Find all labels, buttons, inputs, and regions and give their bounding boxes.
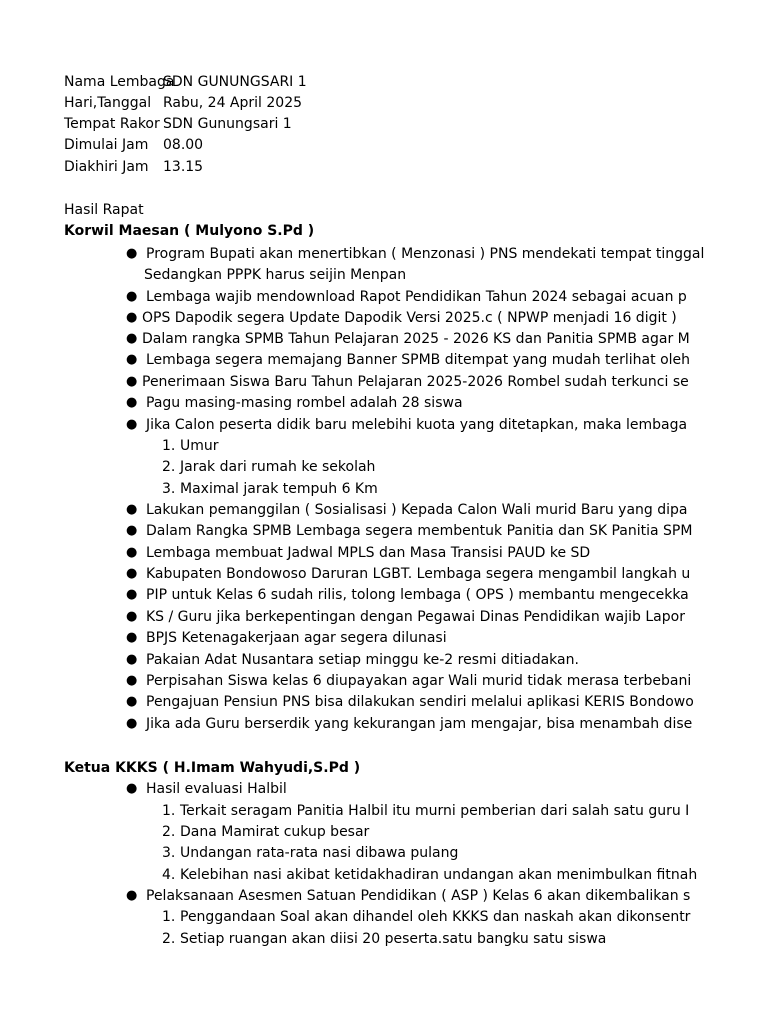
sub-item-number: 1.	[162, 803, 176, 819]
kkks-heading: Ketua KKKS ( H.Imam Wahyudi,S.Pd )	[64, 760, 361, 776]
bullet-icon: ●	[126, 374, 138, 389]
list-item-text: Kabupaten Bondowoso Daruran LGBT. Lembaga segera mengambil langkah u	[146, 566, 691, 582]
sub-item-number: 2.	[162, 824, 176, 840]
list-item-text: Pengajuan Pensiun PNS bisa dilakukan sendiri melalui aplikasi KERIS Bondowo	[146, 694, 694, 710]
bullet-icon: ●	[126, 545, 138, 560]
sub-item-number: 1.	[162, 909, 176, 925]
list-item-text: PIP untuk Kelas 6 sudah rilis, tolong lembaga ( OPS ) membantu mengecekka	[146, 587, 689, 603]
meta-value-tempat-rakor: SDN Gunungsari 1	[163, 116, 292, 132]
list-item-text: Pakaian Adat Nusantara setiap minggu ke-2 resmi ditiadakan.	[146, 652, 579, 668]
hasil-rapat-title: Hasil Rapat	[64, 202, 144, 218]
bullet-icon: ●	[126, 716, 138, 731]
korwil-heading: Korwil Maesan ( Mulyono S.Pd )	[64, 223, 315, 239]
list-item-text: Program Bupati akan menertibkan ( Menzonasi ) PNS mendekati tempat tinggal	[146, 246, 705, 262]
bullet-icon: ●	[126, 888, 138, 903]
bullet-icon: ●	[126, 523, 138, 538]
sub-item-text: Jarak dari rumah ke sekolah	[180, 459, 376, 475]
sub-item-text: Maximal jarak tempuh 6 Km	[180, 481, 378, 497]
bullet-icon: ●	[126, 609, 138, 624]
meta-label-dimulai-jam: Dimulai Jam	[64, 137, 149, 153]
sub-item-number: 4.	[162, 867, 176, 883]
list-item-text: BPJS Ketenagakerjaan agar segera dilunasi	[146, 630, 447, 646]
meta-value-hari-tanggal: Rabu, 24 April 2025	[163, 95, 303, 111]
bullet-icon: ●	[126, 310, 138, 325]
bullet-icon: ●	[126, 246, 138, 261]
sub-item-number: 1.	[162, 438, 176, 454]
bullet-icon: ●	[126, 652, 138, 667]
list-item-text: Dalam rangka SPMB Tahun Pelajaran 2025 - 2026 KS dan Panitia SPMB agar M	[142, 331, 690, 347]
sub-item-text: Undangan rata-rata nasi dibawa pulang	[180, 845, 459, 861]
sub-item-text: Dana Mamirat cukup besar	[180, 824, 370, 840]
bullet-icon: ●	[126, 331, 138, 346]
sub-item-number: 2.	[162, 931, 176, 947]
bullet-icon: ●	[126, 417, 138, 432]
sub-item-number: 2.	[162, 459, 176, 475]
meta-value-diakhiri-jam: 13.15	[163, 159, 204, 175]
list-item-text: Pagu masing-masing rombel adalah 28 siswa	[146, 395, 463, 411]
list-item-continuation: Sedangkan PPPK harus seijin Menpan	[144, 267, 407, 283]
sub-item-number: 3.	[162, 845, 176, 861]
meta-label-nama-lembaga: Nama Lembaga	[64, 74, 175, 90]
bullet-icon: ●	[126, 502, 138, 517]
sub-item-text: Penggandaan Soal akan dihandel oleh KKKS dan naskah akan dikonsentr	[180, 909, 691, 925]
bullet-icon: ●	[126, 694, 138, 709]
sub-item-text: Kelebihan nasi akibat ketidakhadiran undangan akan menimbulkan fitnah	[180, 867, 698, 883]
meta-label-hari-tanggal: Hari,Tanggal	[64, 95, 152, 111]
sub-item-number: 3.	[162, 481, 176, 497]
list-item-text: OPS Dapodik segera Update Dapodik Versi 2025.c ( NPWP menjadi 16 digit )	[142, 310, 677, 326]
list-item-text: Lembaga segera memajang Banner SPMB ditempat yang mudah terlihat oleh	[146, 352, 691, 368]
bullet-icon: ●	[126, 352, 138, 367]
meta-value-dimulai-jam: 08.00	[163, 137, 204, 153]
sub-item-text: Setiap ruangan akan diisi 20 peserta.satu bangku satu siswa	[180, 931, 607, 947]
list-item-text: Jika ada Guru berserdik yang kekurangan jam mengajar, bisa menambah dise	[146, 716, 693, 732]
bullet-icon: ●	[126, 395, 138, 410]
meta-value-nama-lembaga: SDN GUNUNGSARI 1	[163, 74, 307, 90]
bullet-icon: ●	[126, 587, 138, 602]
sub-item-text: Umur	[180, 438, 219, 454]
bullet-icon: ●	[126, 781, 138, 796]
bullet-icon: ●	[126, 630, 138, 645]
list-item-text: Lembaga wajib mendownload Rapot Pendidikan Tahun 2024 sebagai acuan p	[146, 289, 687, 305]
list-item-text: Hasil evaluasi Halbil	[146, 781, 287, 797]
list-item-text: Lembaga membuat Jadwal MPLS dan Masa Transisi PAUD ke SD	[146, 545, 591, 561]
meta-label-diakhiri-jam: Diakhiri Jam	[64, 159, 149, 175]
bullet-icon: ●	[126, 289, 138, 304]
list-item-text: KS / Guru jika berkepentingan dengan Pegawai Dinas Pendidikan wajib Lapor	[146, 609, 685, 625]
list-item-text: Dalam Rangka SPMB Lembaga segera membentuk Panitia dan SK Panitia SPM	[146, 523, 693, 539]
meta-label-tempat-rakor: Tempat Rakor	[64, 116, 160, 132]
list-item-text: Pelaksanaan Asesmen Satuan Pendidikan ( ASP ) Kelas 6 akan dikembalikan s	[146, 888, 691, 904]
bullet-icon: ●	[126, 673, 138, 688]
list-item-text: Lakukan pemanggilan ( Sosialisasi ) Kepada Calon Wali murid Baru yang dipa	[146, 502, 688, 518]
list-item-text: Penerimaan Siswa Baru Tahun Pelajaran 2025-2026 Rombel sudah terkunci se	[142, 374, 689, 390]
list-item-text: Jika Calon peserta didik baru melebihi kuota yang ditetapkan, maka lembaga	[146, 417, 688, 433]
sub-item-text: Terkait seragam Panitia Halbil itu murni pemberian dari salah satu guru I	[180, 803, 690, 819]
bullet-icon: ●	[126, 566, 138, 581]
list-item-text: Perpisahan Siswa kelas 6 diupayakan agar Wali murid tidak merasa terbebani	[146, 673, 692, 689]
